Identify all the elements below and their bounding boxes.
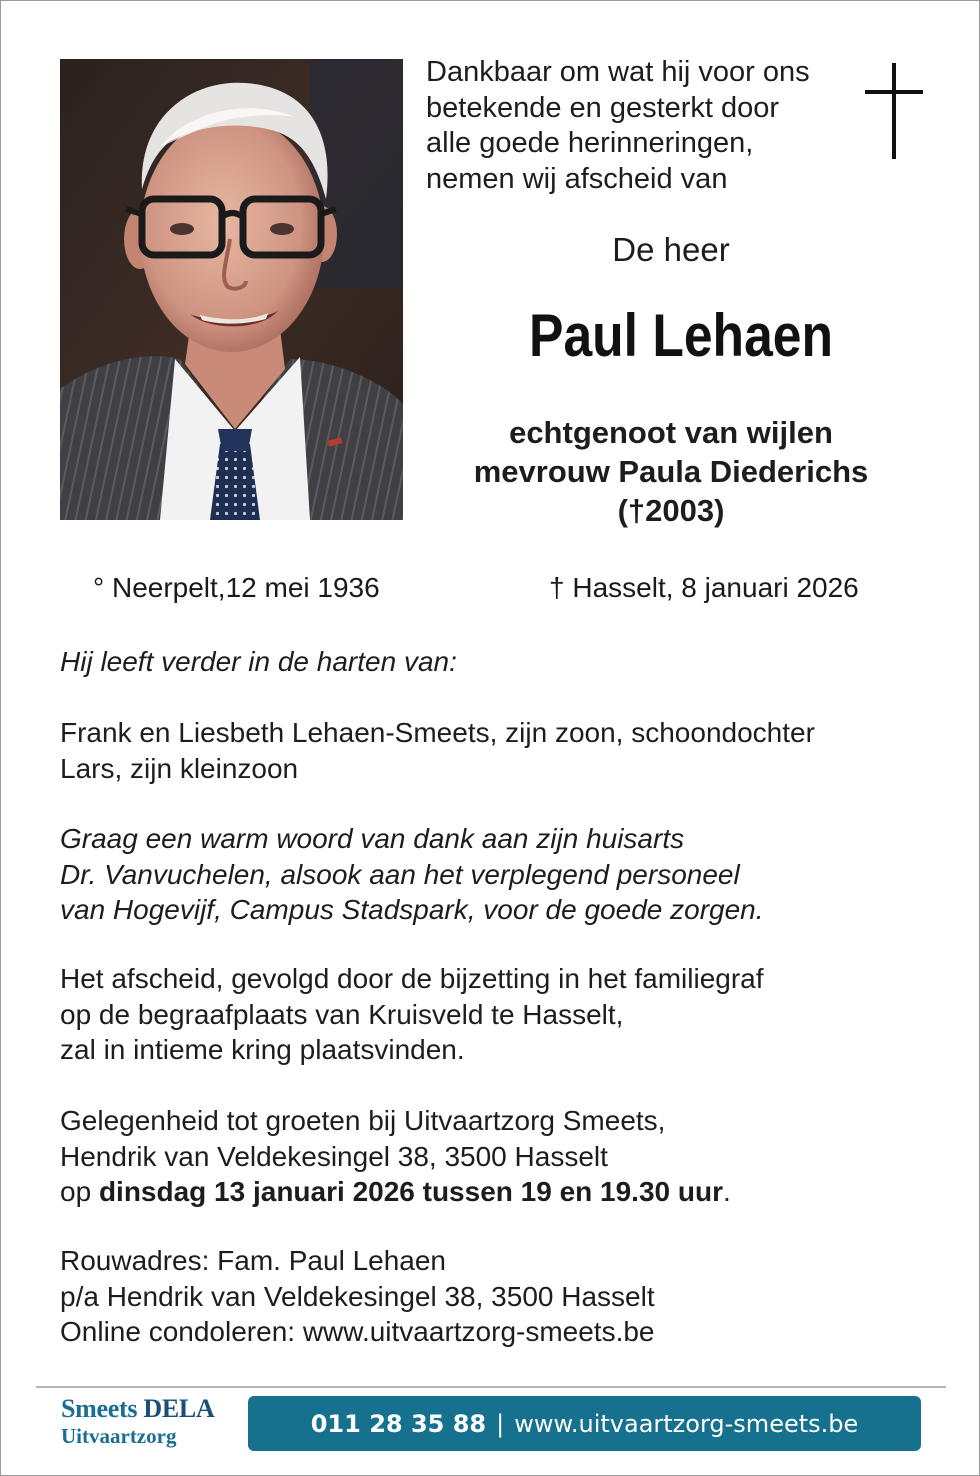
farewell-paragraph: [60, 961, 940, 1068]
address-line: Online condoleren: www.uitvaartzorg-smeets.be: [60, 1316, 655, 1347]
thanks-line: Dr. Vanvuchelen, alsook aan het verplegend personeel: [60, 858, 740, 890]
portrait-photo: [60, 59, 403, 520]
address-line: Rouwadres: Fam. Paul Lehaen: [60, 1245, 446, 1276]
portrait-illustration: [60, 59, 403, 520]
visitation-prefix: op: [60, 1176, 99, 1207]
hearts-heading-text: Hij leeft verder in de harten van:: [60, 646, 457, 677]
visitation-time-line: [60, 1174, 940, 1210]
spouse-info: [421, 413, 921, 530]
spouse-line: echtgenoot van wijlen: [509, 415, 833, 450]
thanks-line: Graag een warm woord van dank aan zijn huisarts: [60, 823, 685, 854]
spouse-line: (†2003): [617, 493, 725, 528]
intro-line: alle goede herinneringen,: [426, 127, 754, 159]
visitation-line: Hendrik van Veldekesingel 38, 3500 Hasselt: [60, 1140, 608, 1172]
visitation-suffix: .: [723, 1176, 731, 1207]
intro-text: [426, 55, 856, 197]
family-member: Frank en Liesbeth Lehaen-Smeets, zijn zoon, schoondochter: [60, 717, 815, 748]
thanks-line: van Hogevijf, Campus Stadspark, voor de goede zorgen.: [60, 894, 764, 925]
spouse-line: mevrouw Paula Diederichs: [473, 454, 869, 489]
logo-name: Smeets: [61, 1394, 138, 1423]
thanks-paragraph: [60, 821, 940, 928]
family-list: [60, 715, 940, 786]
address-paragraph: [60, 1243, 940, 1350]
death-date: † Hasselt, 8 januari 2026: [549, 572, 859, 603]
intro-line: nemen wij afscheid van: [426, 162, 728, 195]
deceased-name: Paul Lehaen: [529, 302, 833, 369]
contact-separator: |: [496, 1409, 505, 1438]
visitation-paragraph: [60, 1103, 940, 1210]
farewell-line: op de begraafplaats van Kruisveld te Hasselt,: [60, 998, 624, 1030]
footer-divider: [36, 1386, 946, 1388]
address-line: p/a Hendrik van Veldekesingel 38, 3500 Hasselt: [60, 1280, 655, 1312]
phone-number[interactable]: 011 28 35 88: [310, 1409, 487, 1438]
intro-line: Dankbaar om wat hij voor ons: [426, 56, 810, 88]
birth-date: ° Neerpelt,12 mei 1936: [93, 572, 380, 603]
logo-brand: DELA: [143, 1394, 215, 1423]
family-member: Lars, zijn kleinzoon: [60, 752, 299, 784]
logo-title: [61, 1394, 241, 1424]
honorific: De heer: [612, 231, 730, 268]
cross-icon: [865, 63, 923, 159]
website-link[interactable]: www.uitvaartzorg-smeets.be: [514, 1409, 859, 1438]
farewell-line: zal in intieme kring plaatsvinden.: [60, 1034, 465, 1065]
visitation-datetime: dinsdag 13 januari 2026 tussen 19 en 19.30 uur: [98, 1176, 723, 1207]
intro-line: betekende en gesterkt door: [426, 91, 780, 124]
visitation-line: Gelegenheid tot groeten bij Uitvaartzorg Smeets,: [60, 1105, 666, 1136]
hearts-heading: [60, 644, 940, 680]
funeral-home-logo: [61, 1394, 241, 1449]
logo-subtitle: Uitvaartzorg: [61, 1424, 177, 1448]
contact-bar: [248, 1396, 921, 1451]
farewell-line: Het afscheid, gevolgd door de bijzetting in het familiegraf: [60, 963, 764, 994]
